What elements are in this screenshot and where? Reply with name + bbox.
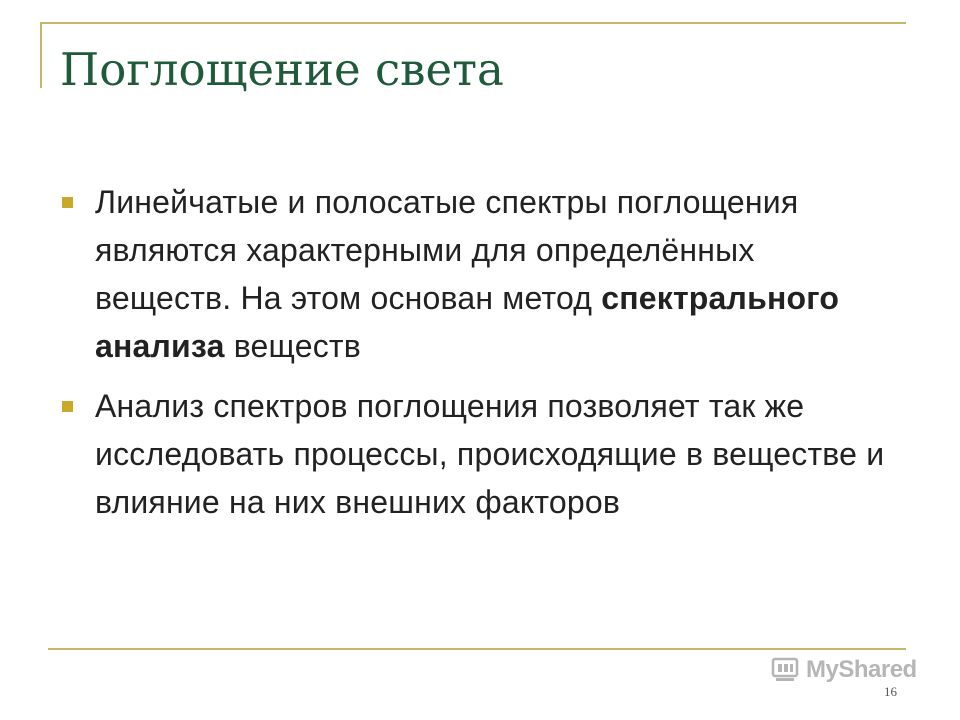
title-rule-left xyxy=(40,22,42,88)
bullet-item xyxy=(60,178,890,370)
bullet-list xyxy=(60,178,890,538)
footer-rule xyxy=(48,648,906,650)
bullet-text-bold: спектрального анализа xyxy=(95,280,840,364)
bullet-text-part: Линейчатые и полосатые спектры поглощения являются характерными для определённых веществ. На этом основан метод xyxy=(95,184,799,316)
bullet-text xyxy=(95,184,839,364)
slide-title: Поглощение света xyxy=(60,43,504,96)
bullet-text xyxy=(95,388,884,520)
bullet-item xyxy=(60,382,890,526)
bullet-square-icon xyxy=(62,197,73,208)
watermark xyxy=(770,655,917,685)
bullet-text-part: Анализ спектров поглощения позволяет так же исследовать процессы, происходящие в веществе и влияние на них внешних факторов xyxy=(95,388,885,520)
bullet-text-part: веществ xyxy=(224,328,361,364)
title-rule-top xyxy=(40,22,906,24)
myshared-logo-icon xyxy=(770,655,800,685)
bullet-square-icon xyxy=(62,401,73,412)
page-number: 16 xyxy=(884,684,897,699)
watermark-text: MyShared xyxy=(806,656,917,683)
